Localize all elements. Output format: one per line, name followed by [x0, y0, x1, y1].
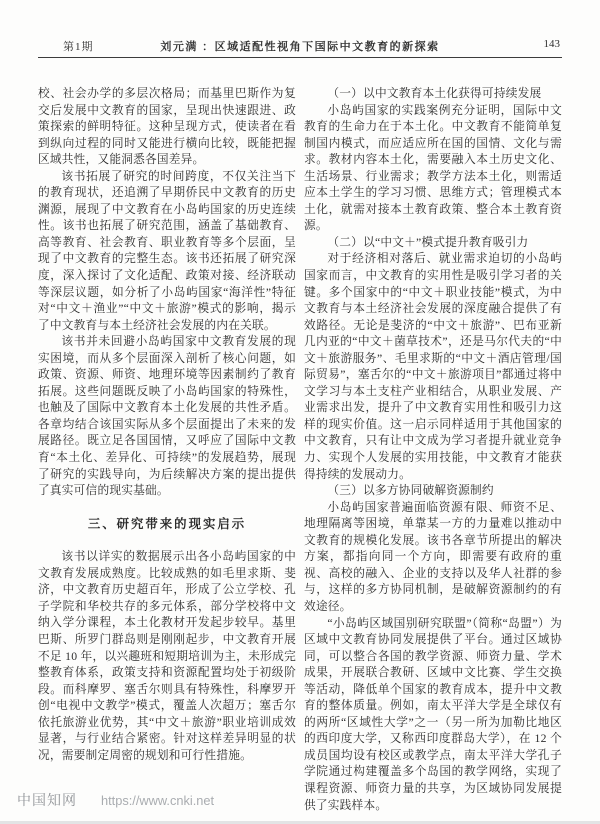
paragraph: 对于经济相对落后、就业需求迫切的小岛屿国家而言，中文教育的实用性是吸引学习者的关键。多个国家中的“中文＋职业技能”模式，为中文教育与本土经济社会发展的深度融合提供了有效路径。无论是斐济的“中文＋旅游”、巴布亚新几内亚的“中文＋菌草技术”，还是马尔代夫的“中文＋旅游服务”、毛里求斯的“中文＋酒店管理/国际贸易”，塞舌尔的“中文＋旅游项目”都通过将中文学习与本土支柱产业相结合，从职业发展、产业需求出发，提升了中文教育实用性和吸引力这样的现实价值。这一启示同样适用于其他国家的中文教育，只有让中文成为学习者提升就业竞争力、实现个人发展的实用技能，中文教育才能获得持续的发展动力。	[304, 252, 562, 481]
left-column	[38, 86, 296, 764]
right-column	[304, 86, 562, 814]
subsection-heading: （一）以中文教育本土化获得可持续发展	[327, 87, 542, 100]
paragraph: 校、社会办学的多层次格局；而基里巴斯作为复交后发展中文教育的国家，呈现出快速跟进、政策探索的鲜明特征。这种呈现方式，使读者在看到纵向过程的同时又能进行横向比较，既能把握区域共性，又能洞悉各国差异。	[38, 87, 296, 167]
paragraph: 小岛屿国家的实践案例充分证明，国际中文教育的生命力在于本土化。中文教育不能简单复制国内模式，而应适应所在国的国情、文化与需求。教材内容本土化，需要融入本土历史文化、生活场景、行业需求；教学方法本土化，则需适应本土学生的学习习惯、思维方式；管理模式本土化，就需对接本土教育政策、整合本土教育资源。	[304, 103, 562, 233]
paragraph: “小岛屿区域国别研究联盟”（简称“岛盟”）为区域中文教育协同发展提供了平台。通过区域协同，可以整合各国的教学资源、师资力量、学术成果，开展联合教研、区域中文比赛、学生交换等活动，降低单个国家的教育成本，提升中文教育的整体质量。例如，南太平洋大学是全球仅有的两所“区域性大学”之一（另一所为加勒比地区的西印度大学，又称西印度群岛大学），在 12 个成员国均设有校区或教学点，南太平洋大学孔子学院通过构建覆盖多个岛国的教学网络，实现了课程资源、师资力量的共享，为区域协同发展提供了实践样本。	[304, 616, 562, 812]
subsection-heading: （二）以“中文＋”模式提升教育吸引力	[327, 235, 529, 249]
header-rule	[38, 57, 562, 58]
cnki-watermark	[17, 790, 214, 808]
cnki-brand-text: 中国知网	[17, 792, 77, 808]
running-title: 刘元满 ：区域适配性视角下国际中文教育的新探索	[160, 41, 440, 53]
subsection-heading: （三）以多方协同破解资源制约	[327, 484, 494, 498]
issue-label: 第1期	[63, 41, 94, 53]
paragraph: 该书拓展了研究的时间跨度，不仅关注当下的教育现状，还追溯了早期侨民中文教育的历史渊源，展现了中文教育在小岛屿国家的历史连续性。该书也拓展了研究范围，涵盖了基础教育、高等教育、社会教育、职业教育等多个层面，呈现了中文教育的完整生态。该书还拓展了研究深度，深入探讨了文化适配、政策对接、经济联动等深层议题，如分析了小岛屿国家“海洋性”特征对“中文＋渔业”“中文＋旅游”模式的影响，揭示了中文教育与本土经济社会发展的内在关联。	[38, 169, 296, 332]
cnki-url-text: https://www.cnki.net	[101, 793, 215, 808]
page-header	[38, 38, 562, 54]
paragraph: 该书并未回避小岛屿国家中文教育发展的现实困境，而从多个层面深入剖析了核心问题，如政策、资源、师资、地理环境等因素制约了教育拓展。这些问题既反映了小岛屿国家的特殊性，也触及了国际中文教育本土化发展的共性矛盾。各章均结合该国实际从多个层面提出了未来的发展路径。既立足各国国情，又呼应了国际中文教育“本土化、差异化、可持续”的发展趋势，展现了研究的实践导向，为后续解决方案的提出提供了真实可信的现实基础。	[38, 335, 296, 498]
paragraph: 该书以详实的数据展示出各小岛屿国家的中文教育发展成熟度。比较成熟的如毛里求斯、斐济，中文教育历史超百年，形成了公立学校、孔子学院和华校共存的多元体系，部分学校将中文纳入学分课程，本土化教材开发起步较早。基里巴斯、所罗门群岛则是刚刚起步，中文教育开展不足 10 年，以兴趣班和短期培训为主，未形成完整教育体系，政策支持和资源配置均处于初级阶段。而科摩罗、塞舌尔则具有特殊性，科摩罗开创“电视中文教学”模式，覆盖人次超万；塞舌尔依托旅游业优势，其“中文＋旅游”职业培训成效显著，与行业结合紧密。针对这样差异明显的状况，需要制定周密的规划和可行性措施。	[38, 550, 296, 762]
page-number: 143	[543, 38, 560, 50]
section-heading: 三、研究带来的现实启示	[87, 516, 247, 531]
paragraph: 小岛屿国家普遍面临资源有限、师资不足、地理隔离等困境，单靠某一方的力量难以推动中文教育的规模化发展。该书各章节所提出的解决方案，都指向同一个方向，即需要有政府的重视、高校的融入、企业的支持以及华人社群的参与，这样的多方协同机制，是破解资源制约的有效途径。	[304, 500, 562, 613]
